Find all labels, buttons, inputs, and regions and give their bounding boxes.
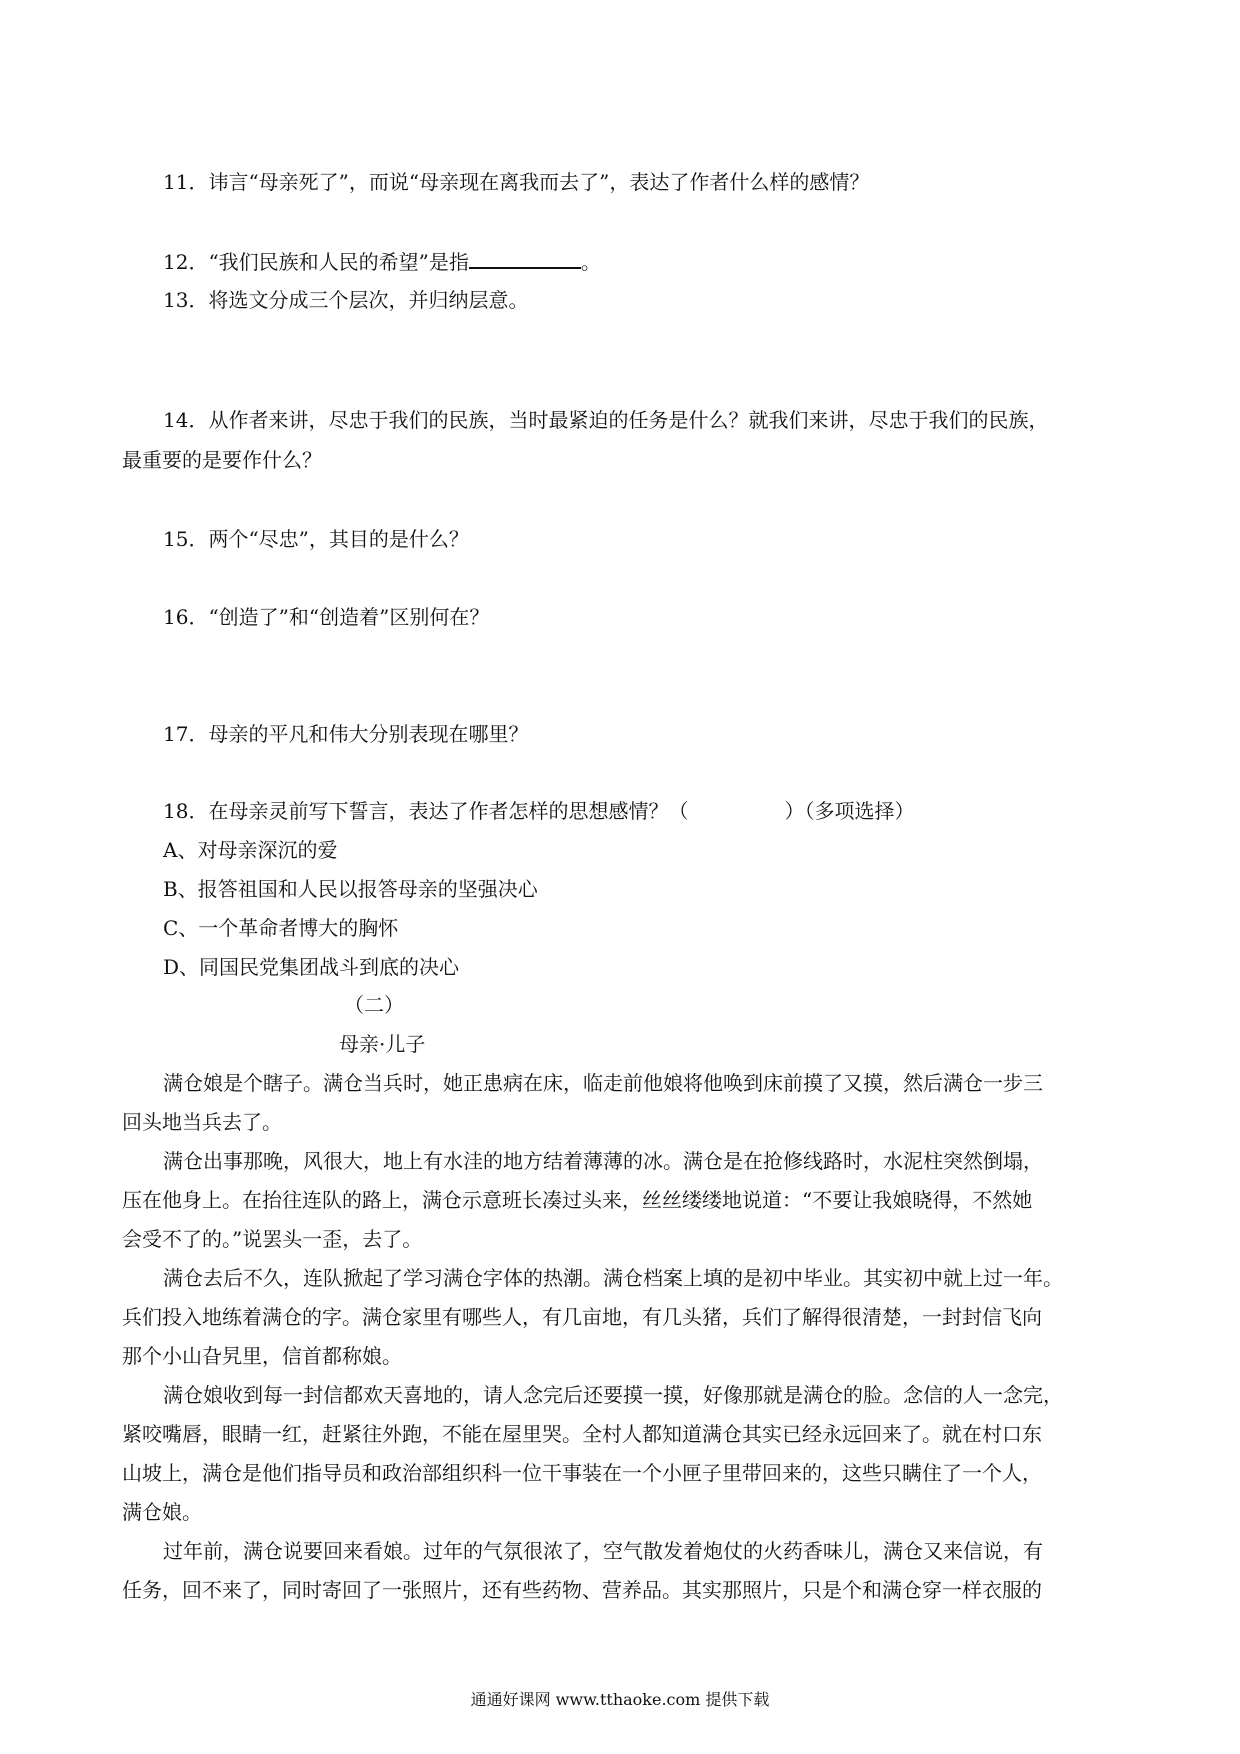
passage-p2-line1: 满仓出事那晚，风很大，地上有水洼的地方结着薄薄的冰。满仓是在抢修线路时，水泥柱突然倒塌，: [163, 1149, 1043, 1173]
q12: [163, 247, 601, 276]
passage-p1-line1: 满仓娘是个瞎子。满仓当兵时，她正患病在床，临走前他娘将他唤到床前摸了又摸，然后满仓一步三: [163, 1071, 1043, 1095]
q12-answer-blank: [469, 247, 581, 269]
q11: 11．讳言“母亲死了”，而说“母亲现在离我而去了”，表达了作者什么样的感情？: [163, 170, 870, 194]
passage-p4-line1: 满仓娘收到每一封信都欢天喜地的，请人念完后还要摸一摸，好像那就是满仓的脸。念信的人一念完，: [163, 1383, 1063, 1407]
passage-p4-line3: 山坡上，满仓是他们指导员和政治部组织科一位干事装在一个小匣子里带回来的，这些只瞒住了一个人，: [122, 1461, 1042, 1485]
q17: 17．母亲的平凡和伟大分别表现在哪里？: [163, 722, 529, 746]
option-c: C、一个革命者博大的胸怀: [163, 916, 399, 940]
q15: 15．两个“尽忠”，其目的是什么？: [163, 527, 469, 551]
passage-p3-line2: 兵们投入地练着满仓的字。满仓家里有哪些人，有几亩地，有几头猪，兵们了解得很清楚，一封封信飞向: [122, 1305, 1042, 1329]
section-number: （二）: [344, 993, 404, 1017]
option-d: D、同国民党集团战斗到底的决心: [163, 955, 460, 979]
q18-text: 18．在母亲灵前写下誓言，表达了作者怎样的思想感情？（: [163, 799, 689, 823]
passage-p3-line1: 满仓去后不久，连队掀起了学习满仓字体的热潮。满仓档案上填的是初中毕业。其实初中就上过一年。: [163, 1266, 1063, 1290]
q12-text: 12．“我们民族和人民的希望”是指: [163, 250, 469, 274]
q14-line1: 14．从作者来讲，尽忠于我们的民族，当时最紧迫的任务是什么？就我们来讲，尽忠于我们的民族，: [163, 408, 1049, 432]
section-title: 母亲·儿子: [339, 1032, 426, 1056]
option-b: B、报答祖国和人民以报答母亲的坚强决心: [163, 877, 538, 901]
passage-p2-line3: 会受不了的。”说罢头一歪，去了。: [122, 1227, 423, 1251]
page-footer: 通通好课网 www.tthaoke.com 提供下载: [470, 1690, 770, 1709]
q13: 13．将选文分成三个层次，并归纳层意。: [163, 288, 529, 312]
q18-end: ）（多项选择）: [784, 799, 915, 823]
passage-p4-line2: 紧咬嘴唇，眼睛一红，赶紧往外跑，不能在屋里哭。全村人都知道满仓其实已经永远回来了。就在村口东: [122, 1422, 1042, 1446]
q18: [163, 797, 914, 825]
option-a: A、对母亲深沉的爱: [163, 838, 338, 862]
q12-end: 。: [580, 250, 601, 274]
passage-p3-line3: 那个小山旮旯里，信首都称娘。: [122, 1344, 402, 1368]
q14-line2: 最重要的是要作什么？: [122, 448, 322, 472]
passage-p4-line4: 满仓娘。: [122, 1500, 202, 1524]
passage-p2-line2: 压在他身上。在抬往连队的路上，满仓示意班长凑过头来，丝丝缕缕地说道：“不要让我娘晓得，不然她: [122, 1188, 1033, 1212]
passage-p5-line2: 任务，回不来了，同时寄回了一张照片，还有些药物、营养品。其实那照片，只是个和满仓穿一样衣服的: [122, 1578, 1042, 1602]
passage-p1-line2: 回头地当兵去了。: [122, 1110, 282, 1134]
q16: 16．“创造了”和“创造着”区别何在？: [163, 605, 490, 629]
passage-p5-line1: 过年前，满仓说要回来看娘。过年的气氛很浓了，空气散发着炮仗的火药香味儿，满仓又来信说，有: [163, 1539, 1043, 1563]
